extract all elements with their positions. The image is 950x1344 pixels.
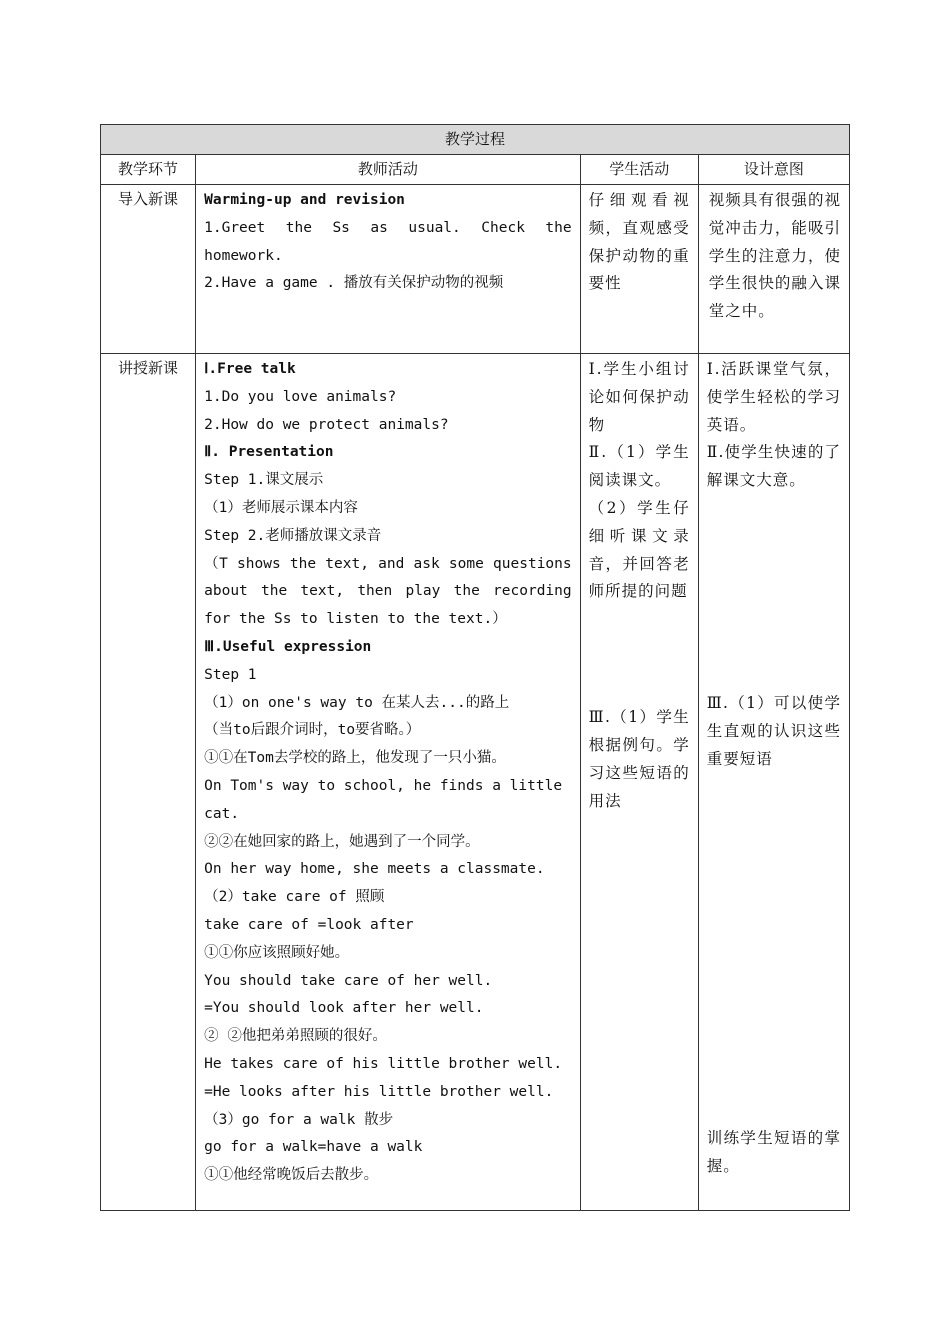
teacher-line: （当to后跟介词时，to要省略。） xyxy=(204,722,421,739)
student-note: （2）学生仔细听课文录音，并回答老师所提的问题 xyxy=(588,498,690,601)
design-note: 训练学生短语的掌握。 xyxy=(706,1129,841,1176)
teacher-line: Ⅲ.Useful expression xyxy=(204,638,372,655)
teacher-line: On Tom's way to school, he finds a little cat. xyxy=(204,777,563,822)
teacher-line: 2.Have a game . 播放有关保护动物的视频 xyxy=(204,275,504,292)
design-intent-1: 视频具有很强的视觉冲击力，能吸引学生的注意力，使学生很快的融入课堂之中。 xyxy=(698,185,849,354)
teacher-activity-1 xyxy=(196,185,581,354)
design-intent-2 xyxy=(698,354,849,1211)
student-note: Ⅱ.（1）学生阅读课文。 xyxy=(588,443,690,490)
teacher-line: Ⅱ. Presentation xyxy=(204,444,334,461)
teacher-line: （T shows the text, and ask some questions about the text, then play the recording for the Ss to listen to the text.） xyxy=(204,555,572,628)
table-title: 教学过程 xyxy=(101,125,850,155)
teacher-line: go for a walk=have a walk xyxy=(204,1139,423,1156)
header-student: 学生活动 xyxy=(580,155,698,185)
teacher-line: ②②在她回家的路上，她遇到了一个同学。 xyxy=(204,833,480,850)
teacher-activity-2 xyxy=(196,354,581,1211)
teacher-line: （3）go for a walk 散步 xyxy=(204,1111,394,1128)
header-design: 设计意图 xyxy=(698,155,849,185)
teacher-line: Warming-up and revision xyxy=(204,192,405,208)
student-activity-1: 仔细观看视频，直观感受保护动物的重要性 xyxy=(580,185,698,354)
teacher-line: （2）take care of 照顾 xyxy=(204,889,385,906)
header-row xyxy=(101,155,850,185)
teacher-line: ①①他经常晚饭后去散步。 xyxy=(204,1167,379,1184)
teacher-line: （1）老师展示课本内容 xyxy=(204,499,358,516)
teacher-line: Step 1 xyxy=(204,666,257,683)
stage-label: 讲授新课 xyxy=(101,354,196,1211)
teacher-line: ①①你应该照顾好她。 xyxy=(204,944,350,961)
table-row xyxy=(101,354,850,1211)
student-note: Ⅲ.（1）学生根据例句。学习这些短语的用法 xyxy=(588,708,690,810)
teacher-line: Step 2.老师播放课文录音 xyxy=(204,527,382,544)
table-row xyxy=(101,185,850,354)
teacher-line: On her way home, she meets a classmate. xyxy=(204,861,545,878)
teacher-line: ①①在Tom去学校的路上，他发现了一只小猫。 xyxy=(204,750,506,767)
teacher-line: =He looks after his little brother well. xyxy=(204,1083,554,1100)
header-stage: 教学环节 xyxy=(101,155,196,185)
design-note: Ⅲ.（1）可以使学生直观的认识这些重要短语 xyxy=(706,693,841,768)
teacher-line: ② ②他把弟弟照顾的很好。 xyxy=(204,1028,387,1045)
student-note: Ⅰ.学生小组讨论如何保护动物 xyxy=(588,360,690,434)
teacher-line: 1.Do you love animals? xyxy=(204,388,397,405)
teacher-line: take care of =look after xyxy=(204,916,414,933)
teacher-line: Step 1.课文展示 xyxy=(204,472,324,489)
header-teacher: 教师活动 xyxy=(196,155,581,185)
stage-label: 导入新课 xyxy=(101,185,196,354)
student-activity-2 xyxy=(580,354,698,1211)
teacher-line: （1）on one's way to 在某人去...的路上 xyxy=(204,694,510,711)
teacher-line: =You should look after her well. xyxy=(204,1000,484,1017)
teacher-line: He takes care of his little brother well. xyxy=(204,1055,563,1072)
design-note: Ⅱ.使学生快速的了解课文大意。 xyxy=(706,443,841,490)
teacher-line: 1.Greet the Ss as usual. Check the homework. xyxy=(204,219,572,264)
teacher-line: You should take care of her well. xyxy=(204,972,493,989)
design-note: Ⅰ.活跃课堂气氛，使学生轻松的学习英语。 xyxy=(706,360,841,434)
teacher-line: Ⅰ.Free talk xyxy=(204,361,296,377)
teaching-process-table xyxy=(100,124,850,1211)
teacher-line: 2.How do we protect animals? xyxy=(204,416,449,433)
